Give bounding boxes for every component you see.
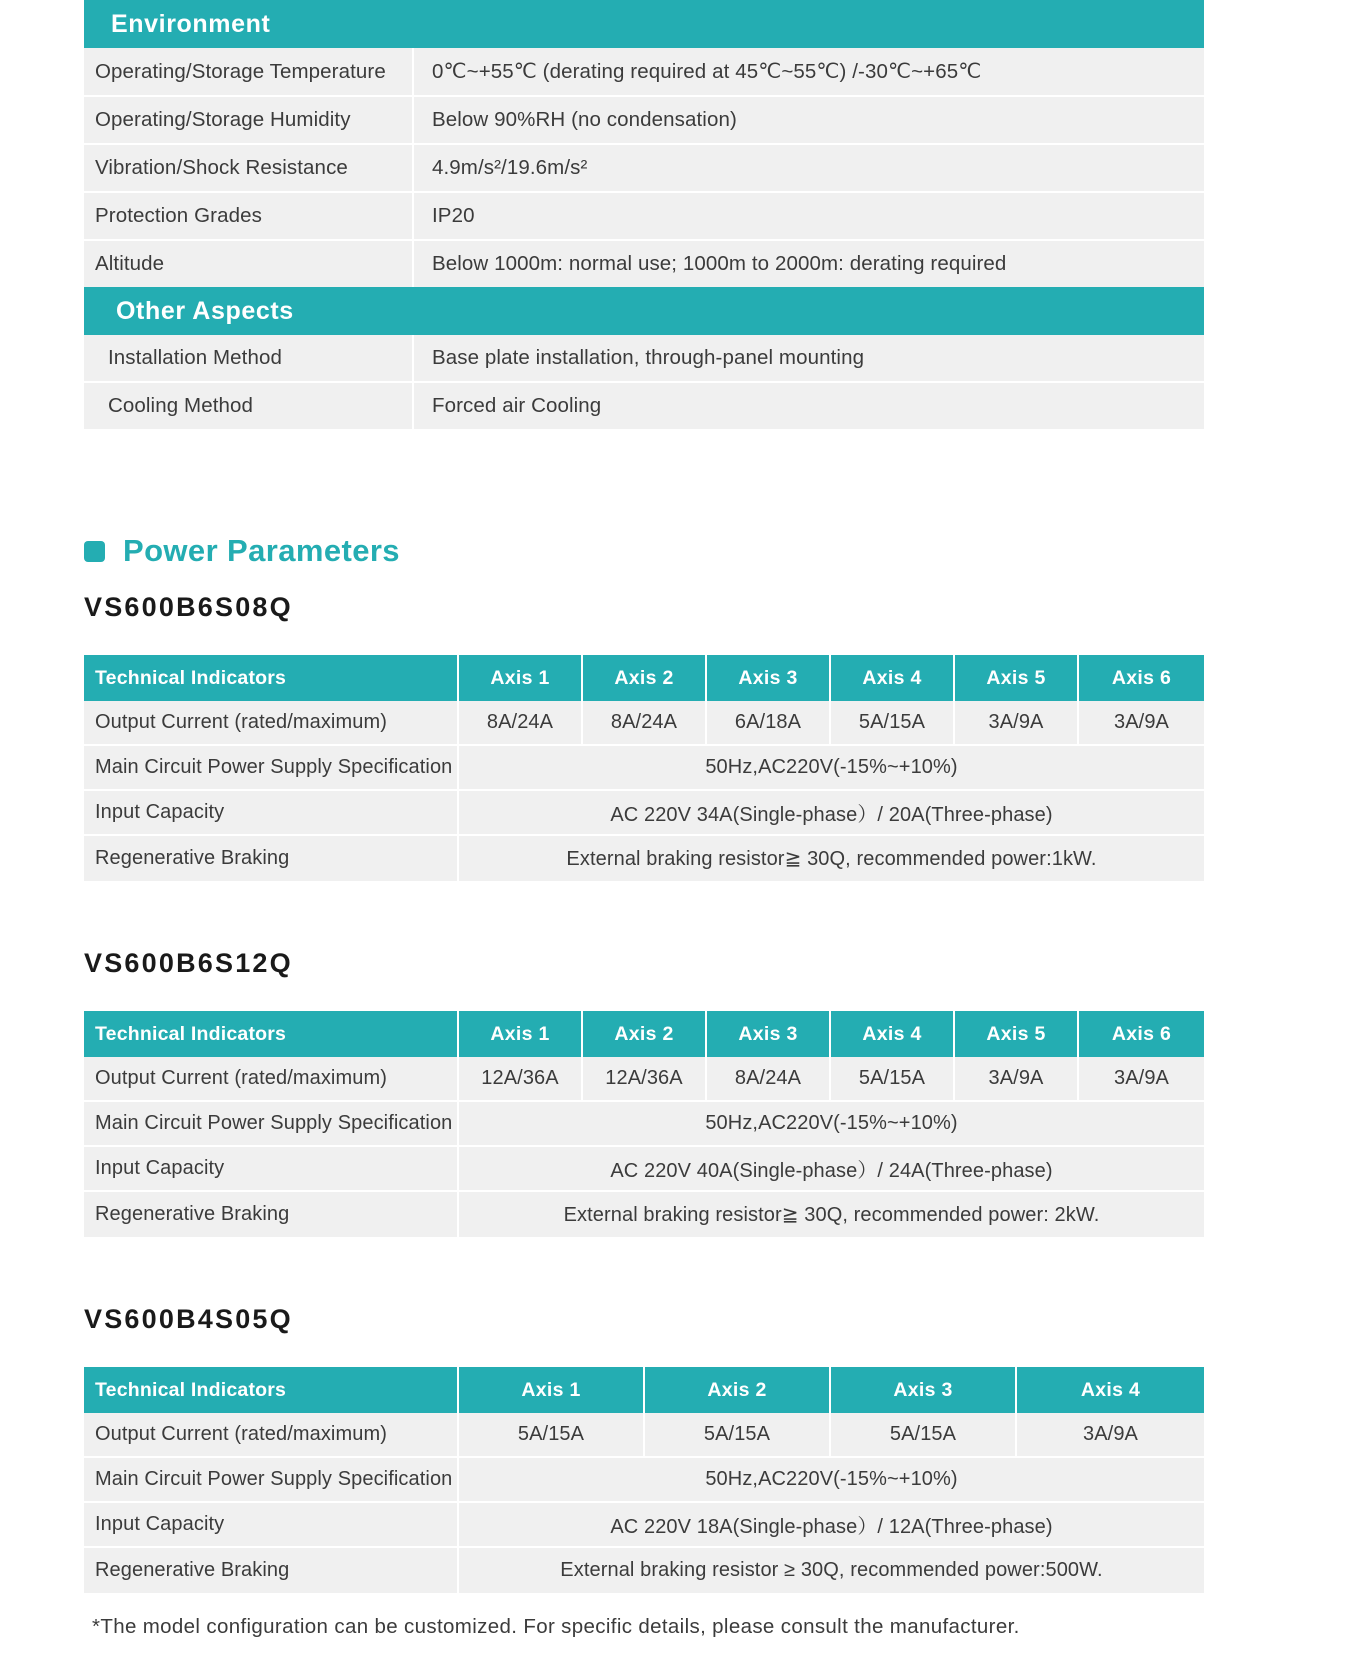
column-header-axis-2: Axis 2 (583, 655, 707, 701)
model-title: VS600B6S08Q (84, 592, 293, 622)
column-header-axis-1: Axis 1 (459, 655, 583, 701)
power-table-model-1 (84, 655, 1204, 881)
spec-value: Below 90%RH (no condensation) (432, 108, 737, 131)
cell-output-current-axis-1: 5A/15A (459, 1413, 645, 1458)
spec-key: Installation Method (84, 335, 414, 381)
spec-value: IP20 (432, 204, 475, 227)
model-title: VS600B6S12Q (84, 948, 293, 978)
cell-output-current-axis-1: 12A/36A (459, 1057, 583, 1102)
table-row (84, 746, 1204, 791)
table-row (84, 1102, 1204, 1147)
table-row (84, 701, 1204, 746)
spec-value: Base plate installation, through-panel mounting (432, 346, 865, 369)
column-header-axis-3: Axis 3 (707, 655, 831, 701)
column-header-axis-4: Axis 4 (831, 1011, 955, 1057)
cell-input-capacity-value: AC 220V 34A(Single-phase）/ 20A(Three-phase) (459, 791, 1204, 836)
cell-regenerative-braking-value: External braking resistor≧ 30Q, recommended power: 2kW. (459, 1192, 1204, 1237)
table-row (84, 1548, 1204, 1593)
row-label-main-circuit: Main Circuit Power Supply Specification (84, 746, 459, 791)
cell-output-current-axis-2: 5A/15A (645, 1413, 831, 1458)
cell-main-circuit-value: 50Hz,AC220V(-15%~+10%) (459, 746, 1204, 791)
table-row (84, 1413, 1204, 1458)
spec-key: Protection Grades (84, 193, 414, 239)
table-row (84, 383, 1204, 429)
environment-band-title: Environment (84, 0, 1204, 48)
column-header-axis-5: Axis 5 (955, 655, 1079, 701)
column-header-axis-3: Axis 3 (707, 1011, 831, 1057)
table-row (84, 791, 1204, 836)
spec-key: Operating/Storage Temperature (84, 48, 414, 95)
cell-output-current-axis-1: 8A/24A (459, 701, 583, 746)
cell-output-current-axis-3: 8A/24A (707, 1057, 831, 1102)
power-table-model-2 (84, 1011, 1204, 1237)
cell-input-capacity-value: AC 220V 40A(Single-phase）/ 24A(Three-phase) (459, 1147, 1204, 1192)
table-row (84, 145, 1204, 193)
power-table-model-3 (84, 1367, 1204, 1593)
spec-key: Altitude (84, 241, 414, 287)
spec-key: Cooling Method (84, 383, 414, 429)
column-header-axis-4: Axis 4 (831, 655, 955, 701)
row-label-output-current: Output Current (rated/maximum) (84, 701, 459, 746)
cell-output-current-axis-2: 8A/24A (583, 701, 707, 746)
column-header-indicators: Technical Indicators (84, 655, 459, 701)
table-row (84, 1192, 1204, 1237)
table-row (84, 193, 1204, 241)
power-parameters-heading (84, 525, 1345, 577)
other-aspects-table (84, 287, 1204, 429)
table-row (84, 1458, 1204, 1503)
column-header-axis-4: Axis 4 (1017, 1367, 1204, 1413)
cell-output-current-axis-5: 3A/9A (955, 701, 1079, 746)
table-header-row (84, 1367, 1204, 1413)
environment-table (84, 0, 1204, 287)
row-label-input-capacity: Input Capacity (84, 791, 459, 836)
spec-value: 4.9m/s²/19.6m/s² (432, 156, 588, 179)
spec-value: 0℃~+55℃ (derating required at 45℃~55℃) /-30℃~+65℃ (432, 60, 982, 83)
footnote: *The model configuration can be customized. For specific details, please consult the manufacturer. (92, 1615, 1020, 1638)
table-row (84, 1503, 1204, 1548)
row-label-output-current: Output Current (rated/maximum) (84, 1057, 459, 1102)
row-label-main-circuit: Main Circuit Power Supply Specification (84, 1102, 459, 1147)
row-label-regenerative-braking: Regenerative Braking (84, 1548, 459, 1593)
cell-main-circuit-value: 50Hz,AC220V(-15%~+10%) (459, 1102, 1204, 1147)
cell-output-current-axis-6: 3A/9A (1079, 701, 1204, 746)
cell-output-current-axis-3: 6A/18A (707, 701, 831, 746)
row-label-regenerative-braking: Regenerative Braking (84, 836, 459, 881)
row-label-output-current: Output Current (rated/maximum) (84, 1413, 459, 1458)
page-title: Power Parameters (123, 533, 400, 568)
cell-output-current-axis-4: 3A/9A (1017, 1413, 1204, 1458)
column-header-axis-6: Axis 6 (1079, 1011, 1204, 1057)
model-title: VS600B4S05Q (84, 1304, 293, 1334)
column-header-axis-5: Axis 5 (955, 1011, 1079, 1057)
table-row (84, 97, 1204, 145)
row-label-input-capacity: Input Capacity (84, 1503, 459, 1548)
row-label-input-capacity: Input Capacity (84, 1147, 459, 1192)
cell-output-current-axis-3: 5A/15A (831, 1413, 1017, 1458)
table-header-row (84, 1011, 1204, 1057)
table-row (84, 335, 1204, 383)
column-header-indicators: Technical Indicators (84, 1011, 459, 1057)
column-header-axis-6: Axis 6 (1079, 655, 1204, 701)
table-row (84, 48, 1204, 97)
cell-regenerative-braking-value: External braking resistor ≥ 30Q, recommended power:500W. (459, 1548, 1204, 1593)
cell-output-current-axis-2: 12A/36A (583, 1057, 707, 1102)
cell-output-current-axis-5: 3A/9A (955, 1057, 1079, 1102)
row-label-regenerative-braking: Regenerative Braking (84, 1192, 459, 1237)
spec-key: Operating/Storage Humidity (84, 97, 414, 143)
row-label-main-circuit: Main Circuit Power Supply Specification (84, 1458, 459, 1503)
table-row (84, 836, 1204, 881)
other-aspects-band-title: Other Aspects (84, 287, 1204, 335)
spec-value: Below 1000m: normal use; 1000m to 2000m: derating required (432, 252, 1007, 275)
table-row (84, 241, 1204, 287)
column-header-axis-2: Axis 2 (645, 1367, 831, 1413)
cell-input-capacity-value: AC 220V 18A(Single-phase）/ 12A(Three-phase) (459, 1503, 1204, 1548)
table-row (84, 1147, 1204, 1192)
column-header-indicators: Technical Indicators (84, 1367, 459, 1413)
cell-regenerative-braking-value: External braking resistor≧ 30Q, recommended power:1kW. (459, 836, 1204, 881)
spec-value: Forced air Cooling (432, 394, 602, 417)
column-header-axis-3: Axis 3 (831, 1367, 1017, 1413)
spec-key: Vibration/Shock Resistance (84, 145, 414, 191)
table-row (84, 1057, 1204, 1102)
column-header-axis-1: Axis 1 (459, 1367, 645, 1413)
cell-output-current-axis-4: 5A/15A (831, 701, 955, 746)
column-header-axis-1: Axis 1 (459, 1011, 583, 1057)
cell-output-current-axis-4: 5A/15A (831, 1057, 955, 1102)
square-bullet-icon (84, 541, 105, 562)
cell-main-circuit-value: 50Hz,AC220V(-15%~+10%) (459, 1458, 1204, 1503)
column-header-axis-2: Axis 2 (583, 1011, 707, 1057)
cell-output-current-axis-6: 3A/9A (1079, 1057, 1204, 1102)
table-header-row (84, 655, 1204, 701)
